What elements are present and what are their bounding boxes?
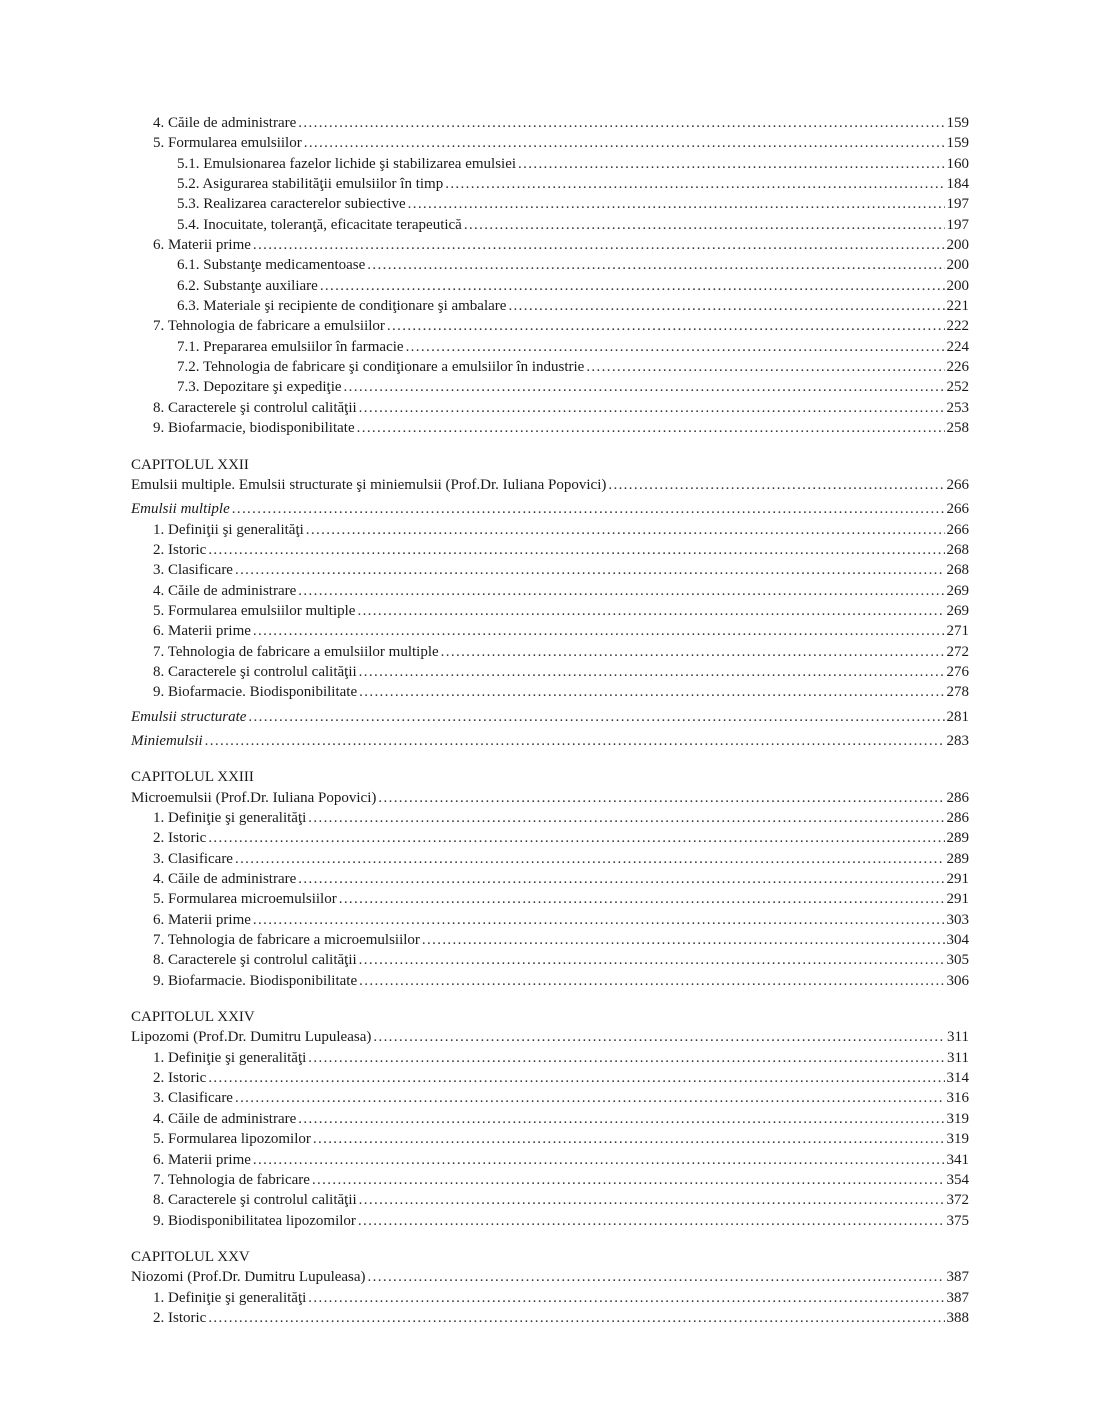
toc-entry [131, 1308, 969, 1328]
toc-page-number: 306 [946, 972, 969, 989]
toc-entry-label: 5.4. Inocuitate, toleranţă, eficacitate terapeutică [177, 216, 462, 233]
toc-page-number: 200 [946, 277, 969, 294]
toc-entry-label: 7. Tehnologia de fabricare a emulsiilor [153, 318, 385, 335]
toc-entry-label: 7. Tehnologia de fabricare [153, 1171, 310, 1188]
dot-leader [232, 499, 945, 519]
toc-entry [131, 235, 969, 255]
toc-entry-label: 9. Biofarmacie. Biodisponibilitate [153, 684, 358, 701]
toc-entry [131, 520, 969, 540]
toc-entry-label: Lipozomi (Prof.Dr. Dumitru Lupuleasa) [131, 1029, 372, 1046]
toc-page-number: 387 [946, 1289, 969, 1306]
toc-page-number: 224 [946, 338, 969, 355]
toc-entry-label: 2. Istoric [153, 1070, 207, 1087]
dot-leader [344, 377, 945, 397]
toc-section-entry [131, 731, 969, 751]
toc-page-number: 266 [946, 501, 969, 518]
toc-page-number: 283 [946, 732, 969, 749]
toc-entry-label: 9. Biofarmacie. Biodisponibilitate [153, 972, 358, 989]
toc-page-number: 269 [946, 582, 969, 599]
dot-leader [248, 707, 944, 727]
dot-leader [422, 930, 945, 950]
toc-entry [131, 1129, 969, 1149]
toc-entry-label: 5.3. Realizarea caracterelor subiective [177, 196, 406, 213]
dot-leader [357, 601, 944, 621]
dot-leader [308, 1048, 945, 1068]
toc-entry [131, 418, 969, 438]
toc-entry-label: 5. Formularea microemulsiilor [153, 891, 337, 908]
toc-entry [131, 255, 969, 275]
toc-page-number: 314 [946, 1070, 969, 1087]
toc-entry [131, 1088, 969, 1108]
toc-entry [131, 1288, 969, 1308]
toc-entry-label: Emulsii multiple [131, 501, 230, 518]
toc-page-number: 286 [946, 810, 969, 826]
toc-entry-label: 5.1. Emulsionarea fazelor lichide şi stabilizarea emulsiei [177, 155, 517, 172]
toc-page-number: 197 [946, 196, 969, 213]
toc-entry-label: Emulsii multiple. Emulsii structurate şi miniemulsii (Prof.Dr. Iuliana Popovici) [131, 476, 607, 493]
dot-leader [304, 133, 945, 153]
toc-page-number: 281 [946, 708, 969, 725]
toc-chapter-title-entry [131, 1027, 969, 1047]
toc-page-number: 375 [946, 1212, 969, 1229]
dot-leader [508, 296, 944, 316]
toc-page-number: 197 [946, 216, 969, 233]
toc-entry-label: 8. Caracterele şi controlul calităţii [153, 1192, 357, 1209]
toc-page-number: 305 [946, 952, 969, 969]
toc-entry [131, 316, 969, 336]
toc-entry-label: 1. Definiţii şi generalităţi [153, 521, 304, 538]
dot-leader [518, 154, 944, 174]
toc-entry-label: 4. Căile de administrare [153, 1110, 297, 1127]
toc-entry-label: 7.3. Depozitare şi expediţie [177, 379, 342, 396]
toc-page-number: 311 [947, 1049, 969, 1066]
toc-entry [131, 601, 969, 621]
toc-entry [131, 1150, 969, 1170]
toc-entry-label: 2. Istoric [153, 1309, 207, 1326]
toc-page-number: 286 [946, 789, 969, 806]
toc-entry-label: 6.2. Substanţe auxiliare [177, 277, 318, 294]
toc-entry [131, 154, 969, 174]
toc-entry [131, 1068, 969, 1088]
toc-entry [131, 357, 969, 377]
chapter-heading: CAPITOLUL XXIV [131, 1009, 255, 1026]
dot-leader [298, 1109, 944, 1129]
dot-leader [308, 808, 944, 828]
toc-entry-label: Emulsii structurate [131, 708, 247, 725]
dot-leader [339, 889, 945, 909]
toc-entry [131, 910, 969, 930]
table-of-contents [131, 113, 969, 1328]
dot-leader [387, 316, 945, 336]
toc-entry-label: 5.2. Asigurarea stabilităţii emulsiilor în timp [177, 176, 444, 193]
toc-entry-label: Microemulsii (Prof.Dr. Iuliana Popovici) [131, 789, 377, 806]
toc-entry-label: 1. Definiţie şi generalităţi [153, 810, 307, 826]
dot-leader [306, 520, 945, 540]
toc-entry [131, 1048, 969, 1068]
dot-leader [445, 174, 944, 194]
toc-entry-label: 5. Formularea lipozomilor [153, 1131, 311, 1148]
toc-page-number: 268 [946, 562, 969, 579]
toc-page-number: 271 [946, 623, 969, 640]
toc-entry [131, 1170, 969, 1190]
dot-leader [298, 581, 944, 601]
toc-page-number: 354 [946, 1171, 969, 1188]
toc-entry-label: 8. Caracterele şi controlul calităţii [153, 399, 357, 416]
toc-page-number: 387 [946, 1269, 969, 1286]
dot-leader [253, 910, 945, 930]
toc-page-number: 291 [946, 891, 969, 908]
toc-entry [131, 889, 969, 909]
dot-leader [357, 418, 945, 438]
dot-leader [253, 1150, 945, 1170]
toc-page-number: 304 [946, 932, 969, 949]
toc-entry-label: 9. Biofarmacie, biodisponibilitate [153, 420, 355, 437]
toc-page-number: 268 [946, 541, 969, 558]
toc-entry [131, 276, 969, 296]
dot-leader [408, 194, 945, 214]
toc-entry [131, 971, 969, 991]
toc-entry [131, 1211, 969, 1231]
toc-entry-label: 4. Căile de administrare [153, 115, 297, 131]
dot-leader [208, 540, 944, 560]
toc-entry [131, 930, 969, 950]
toc-page-number: 266 [946, 476, 969, 493]
toc-entry [131, 950, 969, 970]
dot-leader [235, 1088, 945, 1108]
toc-page-number: 159 [946, 135, 969, 152]
toc-entry [131, 113, 969, 133]
dot-leader [367, 255, 944, 275]
dot-leader [359, 1190, 945, 1210]
toc-page-number: 289 [946, 850, 969, 867]
dot-leader [205, 731, 945, 751]
toc-page-number: 276 [946, 663, 969, 680]
toc-entry [131, 174, 969, 194]
toc-entry-label: 7.2. Tehnologia de fabricare şi condiţionare a emulsiilor în industrie [177, 359, 585, 376]
dot-leader [312, 1170, 945, 1190]
toc-page-number: 226 [946, 359, 969, 376]
toc-page-number: 253 [946, 399, 969, 416]
dot-leader [358, 1211, 945, 1231]
dot-leader [378, 788, 944, 808]
toc-entry [131, 808, 969, 828]
dot-leader [308, 1288, 944, 1308]
toc-page-number: 200 [946, 237, 969, 254]
dot-leader [359, 682, 944, 702]
dot-leader [586, 357, 944, 377]
toc-page-number: 341 [946, 1151, 969, 1168]
toc-entry [131, 398, 969, 418]
toc-page-number: 311 [947, 1029, 969, 1046]
dot-leader [253, 621, 945, 641]
toc-chapter-title-entry [131, 788, 969, 808]
dot-leader [608, 475, 944, 495]
toc-entry-label: 7. Tehnologia de fabricare a emulsiilor multiple [153, 643, 439, 660]
toc-page-number: 269 [946, 602, 969, 619]
toc-page-number: 272 [946, 643, 969, 660]
toc-entry-label: 6. Materii prime [153, 237, 251, 254]
dot-leader [359, 662, 945, 682]
dot-leader [359, 398, 945, 418]
toc-page-number: 319 [946, 1131, 969, 1148]
toc-page-number: 372 [946, 1192, 969, 1209]
dot-leader [298, 113, 944, 133]
toc-entry [131, 828, 969, 848]
toc-page-number: 388 [946, 1309, 969, 1326]
dot-leader [235, 560, 945, 580]
toc-entry [131, 296, 969, 316]
toc-entry [131, 194, 969, 214]
toc-entry-label: 2. Istoric [153, 830, 207, 847]
dot-leader [406, 337, 945, 357]
dot-leader [208, 828, 944, 848]
toc-entry [131, 662, 969, 682]
toc-entry-label: 6.1. Substanţe medicamentoase [177, 257, 366, 274]
toc-entry [131, 133, 969, 153]
toc-page-number: 289 [946, 830, 969, 847]
toc-entry [131, 642, 969, 662]
toc-section-entry [131, 707, 969, 727]
toc-entry-label: 8. Caracterele şi controlul calităţii [153, 663, 357, 680]
toc-entry [131, 849, 969, 869]
toc-entry-label: 4. Căile de administrare [153, 582, 297, 599]
toc-entry-label: 1. Definiţie şi generalităţi [153, 1049, 307, 1066]
toc-page-number: 266 [946, 521, 969, 538]
toc-entry [131, 377, 969, 397]
toc-page-number: 184 [946, 176, 969, 193]
toc-entry [131, 1190, 969, 1210]
dot-leader [235, 849, 945, 869]
toc-page-number: 291 [946, 871, 969, 888]
toc-entry-label: 5. Formularea emulsiilor [153, 135, 302, 152]
chapter-heading: CAPITOLUL XXV [131, 1248, 250, 1265]
dot-leader [359, 971, 944, 991]
toc-entry-label: 3. Clasificare [153, 562, 233, 579]
toc-entry [131, 560, 969, 580]
toc-entry-label: 6. Materii prime [153, 623, 251, 640]
dot-leader [373, 1027, 945, 1047]
toc-entry-label: 8. Caracterele şi controlul calităţii [153, 952, 357, 969]
toc-entry-label: 6. Materii prime [153, 911, 251, 928]
toc-chapter-title-entry [131, 1267, 969, 1287]
toc-page-number: 316 [946, 1090, 969, 1107]
toc-entry-label: 7.1. Prepararea emulsiilor în farmacie [177, 338, 404, 355]
dot-leader [298, 869, 944, 889]
toc-entry-label: 2. Istoric [153, 541, 207, 558]
toc-entry-label: 7. Tehnologia de fabricare a microemulsiilor [153, 932, 420, 949]
dot-leader [253, 235, 945, 255]
toc-entry [131, 682, 969, 702]
dot-leader [320, 276, 945, 296]
toc-entry-label: 1. Definiţie şi generalităţi [153, 1289, 307, 1306]
toc-page-number: 160 [946, 155, 969, 172]
toc-page-number: 252 [946, 379, 969, 396]
toc-entry [131, 540, 969, 560]
toc-entry-label: 6. Materii prime [153, 1151, 251, 1168]
toc-entry-label: 6.3. Materiale şi recipiente de condiţionare şi ambalare [177, 298, 507, 315]
toc-page-number: 222 [946, 318, 969, 335]
toc-entry-label: 3. Clasificare [153, 850, 233, 867]
dot-leader [464, 215, 945, 235]
toc-page-number: 319 [946, 1110, 969, 1127]
toc-entry-label: 5. Formularea emulsiilor multiple [153, 602, 356, 619]
toc-entry [131, 215, 969, 235]
chapter-heading: CAPITOLUL XXII [131, 456, 249, 473]
dot-leader [208, 1068, 944, 1088]
toc-page-number: 159 [946, 115, 969, 131]
dot-leader [441, 642, 945, 662]
toc-section-entry [131, 499, 969, 519]
toc-entry [131, 337, 969, 357]
toc-entry [131, 581, 969, 601]
toc-entry-label: 3. Clasificare [153, 1090, 233, 1107]
toc-page-number: 200 [946, 257, 969, 274]
toc-page-number: 303 [946, 911, 969, 928]
dot-leader [359, 950, 945, 970]
toc-entry [131, 869, 969, 889]
toc-entry-label: Niozomi (Prof.Dr. Dumitru Lupuleasa) [131, 1269, 366, 1286]
toc-entry-label: 4. Căile de administrare [153, 871, 297, 888]
toc-page-number: 278 [946, 684, 969, 701]
dot-leader [313, 1129, 945, 1149]
toc-page-number: 258 [946, 420, 969, 437]
chapter-heading: CAPITOLUL XXIII [131, 769, 254, 786]
toc-entry [131, 1109, 969, 1129]
dot-leader [368, 1267, 945, 1287]
toc-chapter-title-entry [131, 475, 969, 495]
toc-entry-label: Miniemulsii [131, 732, 203, 749]
toc-entry-label: 9. Biodisponibilitatea lipozomilor [153, 1212, 356, 1229]
toc-entry [131, 621, 969, 641]
dot-leader [208, 1308, 944, 1328]
toc-page-number: 221 [946, 298, 969, 315]
